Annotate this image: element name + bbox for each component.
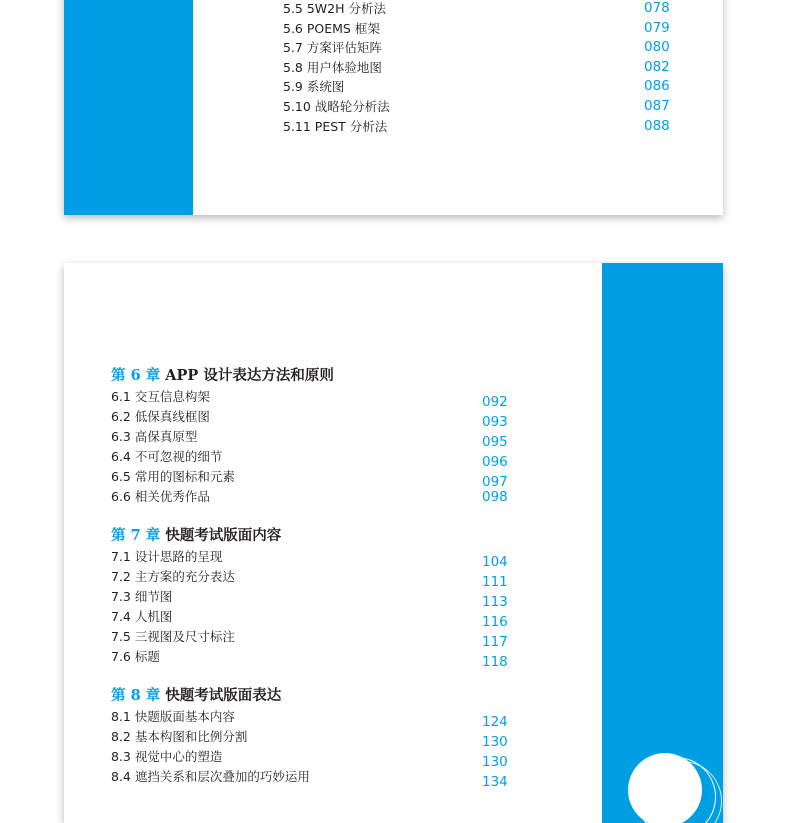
toc-entry-page: 104 — [482, 554, 508, 570]
toc-entry-page: 130 — [482, 734, 508, 750]
toc-entry-label: 6.6 相关优秀作品 — [111, 489, 210, 504]
toc-entry-label: 7.4 人机图 — [111, 609, 173, 624]
chapter-heading — [111, 365, 511, 387]
toc-entry-label: 5.7 方案评估矩阵 — [283, 40, 382, 56]
toc-entry-label: 6.4 不可忽视的细节 — [111, 449, 223, 464]
toc-entry-label: 7.1 设计思路的呈现 — [111, 549, 223, 564]
toc-entry-label: 7.3 细节图 — [111, 589, 173, 604]
toc-entry-page: 087 — [644, 97, 670, 114]
toc-entry — [283, 117, 703, 137]
toc-entry-page: 079 — [644, 19, 670, 36]
chapter-suffix: 章 — [145, 527, 161, 544]
chapter-number: 8 — [130, 687, 141, 704]
toc-entry — [111, 747, 511, 770]
toc-entry-page: 086 — [644, 78, 670, 95]
toc-entry-label: 6.3 高保真原型 — [111, 429, 198, 444]
blue-side-band — [64, 0, 193, 215]
chapter-title: APP 设计表达方法和原则 — [165, 367, 334, 384]
toc-entry — [111, 647, 511, 670]
toc-entry — [111, 587, 511, 610]
toc-entry-page: 130 — [482, 754, 508, 770]
blue-side-band — [602, 263, 723, 823]
toc-entry — [283, 19, 703, 39]
toc-entry-page: 080 — [644, 39, 670, 56]
chapter-heading — [111, 525, 511, 547]
chapter-prefix: 第 — [111, 527, 126, 544]
chapter-number: 7 — [130, 527, 141, 544]
chapter-8 — [111, 685, 511, 790]
toc-entry-page: 096 — [482, 454, 508, 470]
chapter-title: 快题考试版面内容 — [165, 527, 282, 544]
toc-entry-page: 082 — [644, 58, 670, 75]
toc-entry — [283, 58, 703, 78]
toc-entry-label: 7.5 三视图及尺寸标注 — [111, 629, 235, 644]
toc-entry-page: 097 — [482, 474, 508, 490]
toc-entry — [111, 387, 511, 410]
toc-entry-page: 118 — [482, 654, 508, 670]
toc-entry-label: 6.2 低保真线框图 — [111, 409, 210, 424]
toc-entry-page: 134 — [482, 774, 508, 790]
toc-entry — [111, 407, 511, 430]
toc-entry — [111, 707, 511, 730]
chapter-6 — [111, 365, 511, 507]
toc-entry-page: 113 — [482, 594, 508, 610]
toc-entry — [111, 427, 511, 450]
toc-entry-label: 7.2 主方案的充分表达 — [111, 569, 235, 584]
toc-entry-page: 095 — [482, 434, 508, 450]
chapter-prefix: 第 — [111, 687, 126, 704]
chapter-suffix: 章 — [145, 367, 161, 384]
toc-entry — [111, 467, 511, 490]
chapter-number: 6 — [130, 367, 141, 384]
toc-entry-label: 8.4 遮挡关系和层次叠加的巧妙运用 — [111, 769, 310, 784]
toc-entry-page: 117 — [482, 634, 508, 650]
toc-entry-page: 088 — [644, 117, 670, 134]
chapter-heading — [111, 685, 511, 707]
toc-entry-label: 5.9 系统图 — [283, 79, 345, 95]
toc-entry — [111, 547, 511, 570]
toc-entry-page: 093 — [482, 414, 508, 430]
toc-entry-label: 8.2 基本构图和比例分割 — [111, 729, 248, 744]
toc-entry-page: 078 — [644, 0, 670, 16]
toc-entry — [111, 627, 511, 650]
toc-entry — [111, 487, 511, 507]
toc-entry-page: 098 — [482, 489, 508, 505]
toc-entry-page: 092 — [482, 394, 508, 410]
toc-entry-label: 6.5 常用的图标和元素 — [111, 469, 235, 484]
toc-entry-label: 6.1 交互信息构架 — [111, 389, 210, 404]
toc-entry-page: 124 — [482, 714, 508, 730]
toc-entry-label: 5.11 PEST 分析法 — [283, 118, 388, 134]
toc-entry-label: 7.6 标题 — [111, 649, 160, 664]
chapter-7 — [111, 525, 511, 670]
toc-page-top — [64, 0, 723, 215]
toc-entry — [283, 97, 703, 117]
toc-entry-label: 8.1 快题版面基本内容 — [111, 709, 235, 724]
toc-entry — [111, 767, 511, 790]
toc-entry-label: 5.10 战略轮分析法 — [283, 98, 390, 114]
toc-entry-page: 116 — [482, 614, 508, 630]
toc-entry-page: 111 — [482, 574, 508, 590]
chapter-title: 快题考试版面表达 — [165, 687, 282, 704]
toc-entry — [111, 607, 511, 630]
chapter-prefix: 第 — [111, 367, 126, 384]
toc-entry — [283, 0, 703, 19]
toc-entry — [283, 38, 703, 58]
toc-entry — [111, 727, 511, 750]
toc-entry — [111, 567, 511, 590]
toc-entry-label: 5.8 用户体验地图 — [283, 59, 382, 75]
chapter-suffix: 章 — [145, 687, 161, 704]
toc-entry-label: 5.5 5W2H 分析法 — [283, 1, 386, 16]
toc-list — [283, 0, 703, 136]
toc-entry-label: 5.6 POEMS 框架 — [283, 20, 380, 36]
toc-entry-label: 8.3 视觉中心的塑造 — [111, 749, 223, 764]
toc-page-bottom — [64, 263, 723, 823]
toc-entry — [283, 77, 703, 97]
toc-entry — [111, 447, 511, 470]
